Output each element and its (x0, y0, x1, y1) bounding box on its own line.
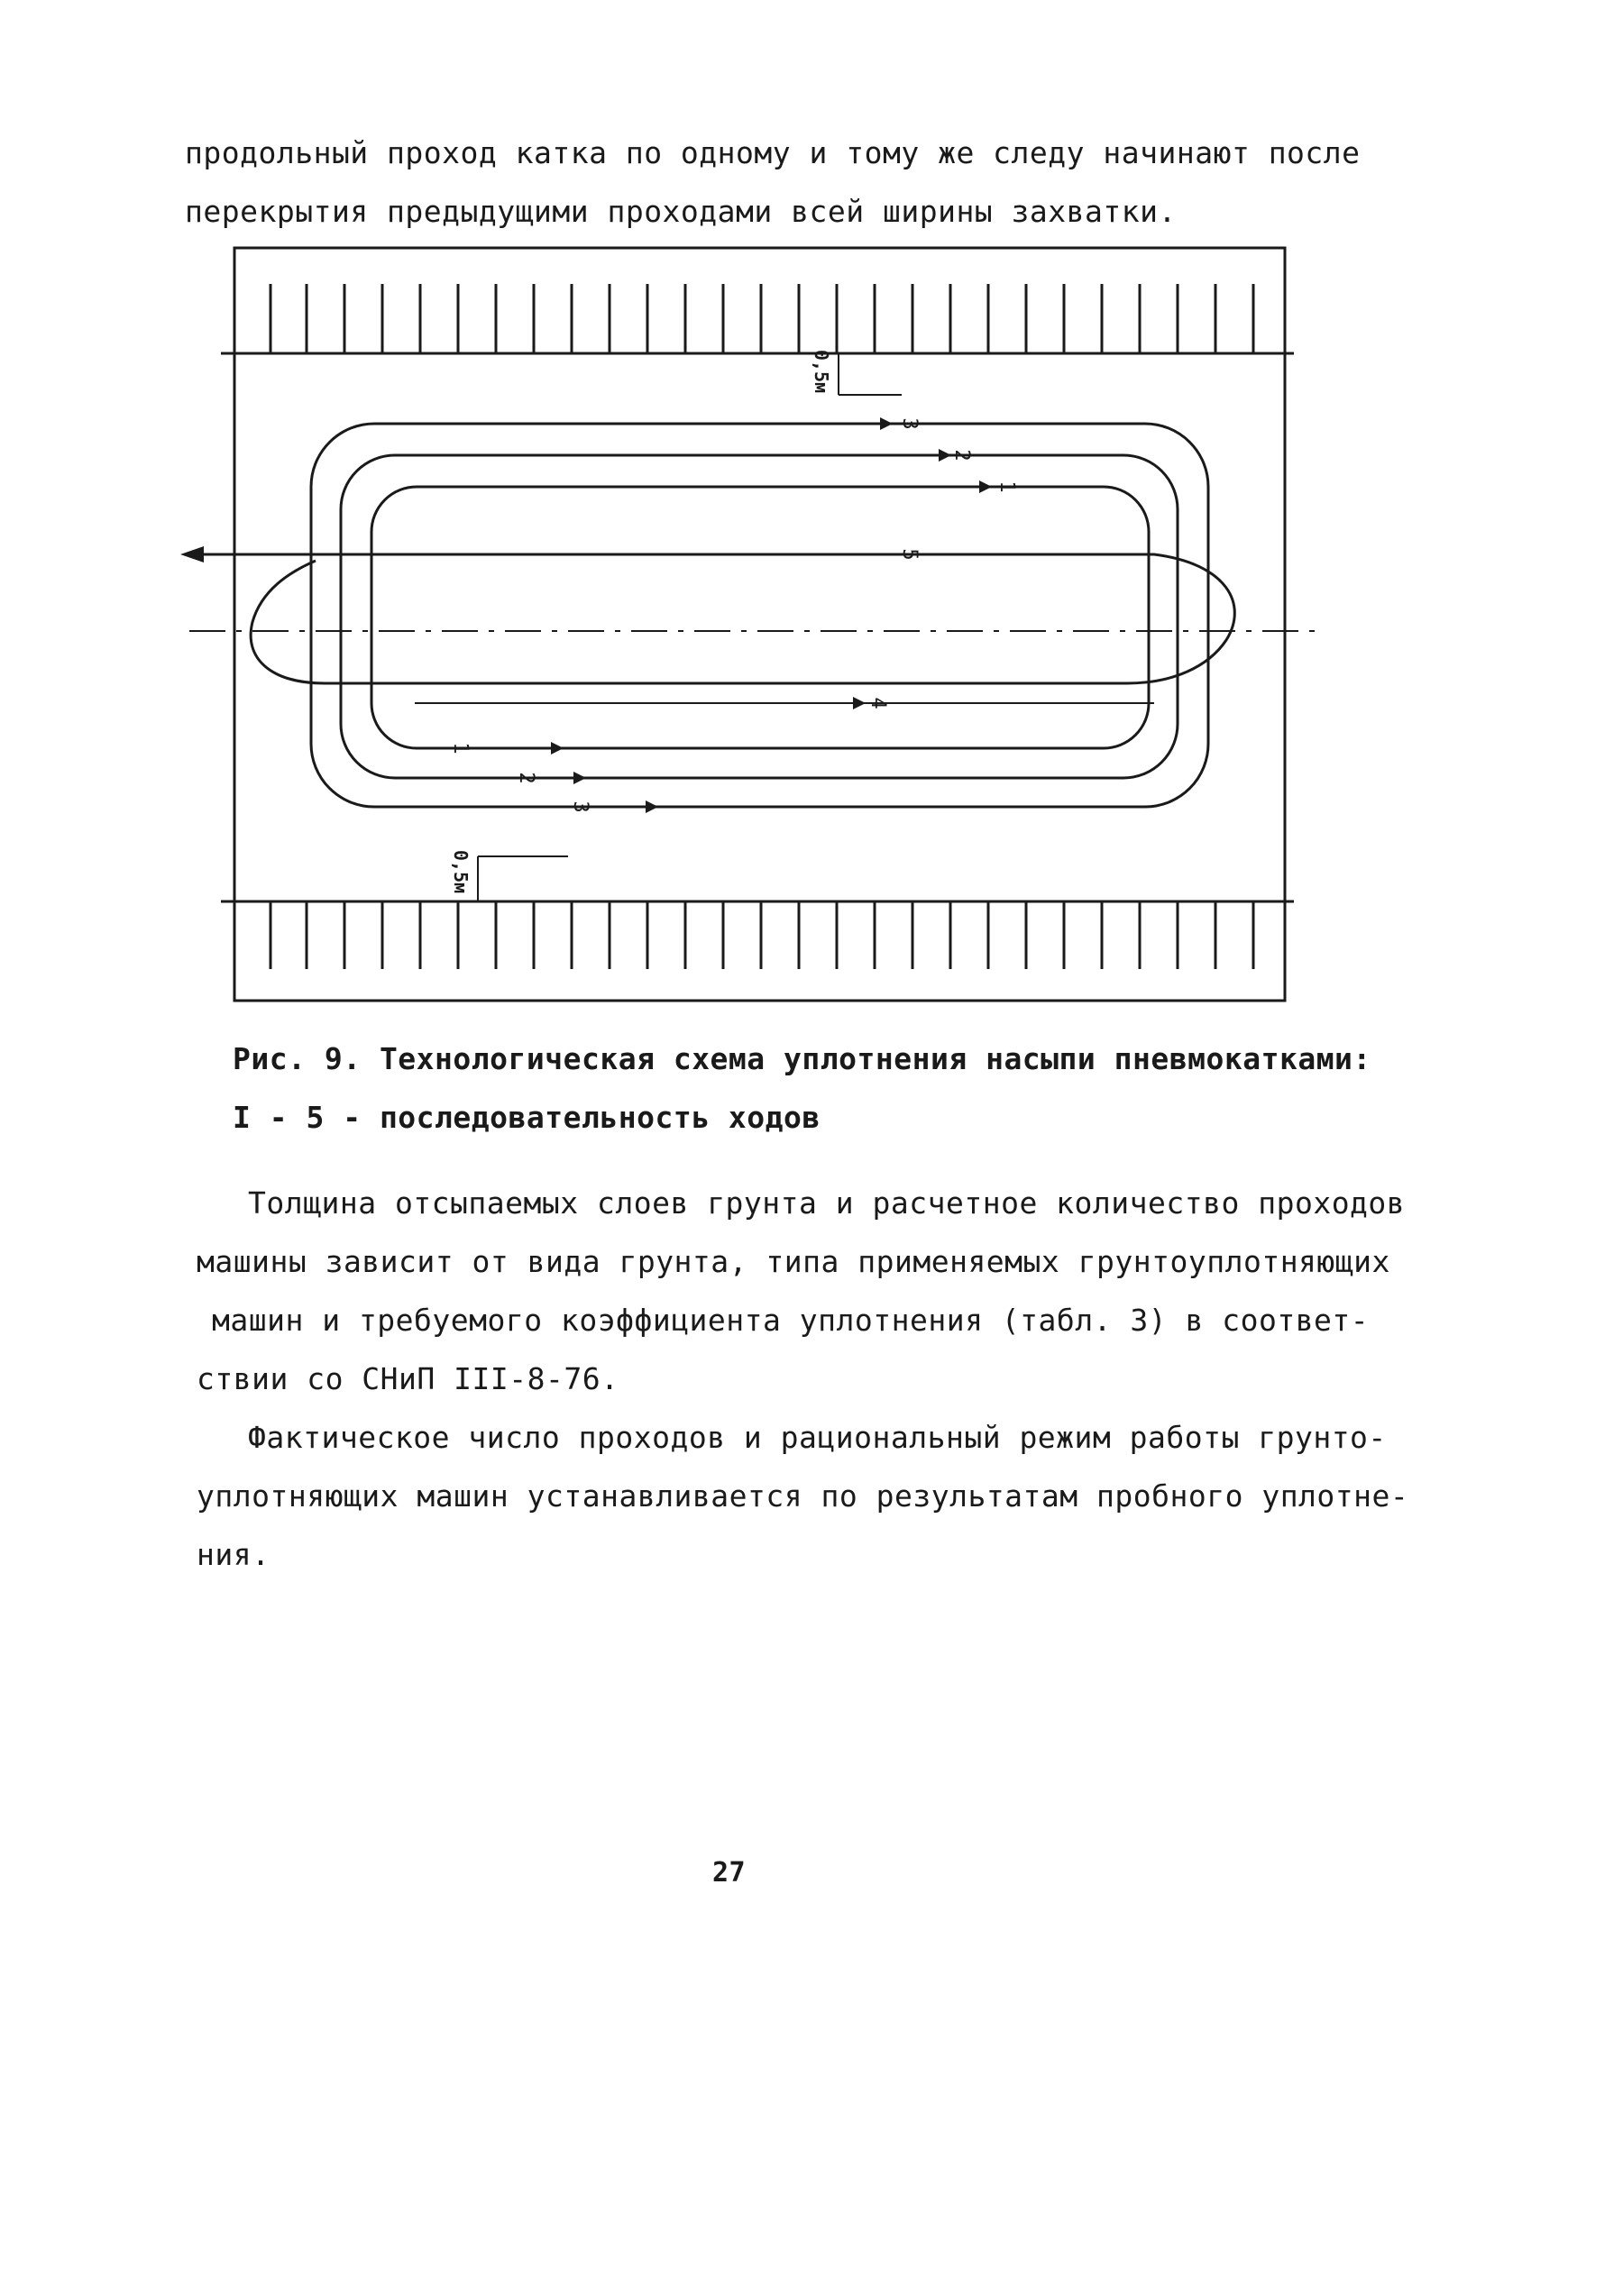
pass-label-2-bottom: 2 (515, 772, 537, 784)
pass-2-bottom-arrow (573, 772, 586, 784)
pass-label-4: 4 (867, 697, 889, 709)
intro-line-2: перекрытия предыдущими проходами всей ширины захватки. (185, 194, 1177, 229)
paragraph1-line-3: машин и требуемого коэффициента уплотнения (табл. 3) в соответ- (212, 1303, 1370, 1338)
intro-line-1: продольный проход катка по одному и тому же следу начинают после (185, 135, 1361, 170)
pass-label-2: 2 (950, 449, 973, 462)
outer-frame (234, 248, 1285, 1001)
bottom-scale-ticks (270, 901, 1253, 969)
paragraph1-line-4: ствии со СНиП III-8-76. (197, 1361, 619, 1396)
offset-label-bottom: 0,5м (450, 849, 472, 894)
caption-line-2: I - 5 - последовательность ходов (233, 1100, 821, 1135)
pass-label-3: 3 (898, 417, 921, 430)
paragraph2-line-1: Фактическое число проходов и рациональный режим работы грунто- (248, 1420, 1387, 1455)
pass-3-bottom-arrow (646, 800, 658, 813)
pass-3-arrow (880, 417, 893, 430)
paragraph2-line-3: ния. (197, 1537, 270, 1572)
top-scale-ticks (270, 284, 1253, 353)
compaction-scheme-figure (180, 234, 1334, 1010)
exit-arrow (180, 546, 204, 563)
pass-1-bottom-arrow (551, 742, 564, 755)
pass-2-arrow (939, 449, 951, 462)
page-number: 27 (712, 1857, 747, 1889)
pass-1-arrow (979, 480, 992, 493)
pass-path-2 (341, 455, 1178, 778)
pass-label-1: 1 (995, 480, 1018, 493)
pass-label-3-bottom: 3 (569, 800, 591, 813)
paragraph1-line-1: Толщина отсыпаемых слоев грунта и расчетное количество проходов (248, 1185, 1406, 1221)
pass-path-5 (191, 554, 1234, 683)
pass-label-1-bottom: 1 (449, 742, 472, 755)
caption-line-1: Рис. 9. Технологическая схема уплотнения насыпи пневмокатками: (233, 1041, 1371, 1076)
pass-path-1 (371, 487, 1149, 748)
offset-label-top: 0,5м (811, 349, 832, 394)
pass-label-5: 5 (898, 548, 921, 561)
paragraph1-line-2: машины зависит от вида грунта, типа применяемых грунтоуплотняющих (197, 1244, 1390, 1279)
pass-4-arrow (853, 697, 866, 709)
paragraph2-line-2: уплотняющих машин устанавливается по результатам пробного уплотне- (197, 1478, 1409, 1514)
